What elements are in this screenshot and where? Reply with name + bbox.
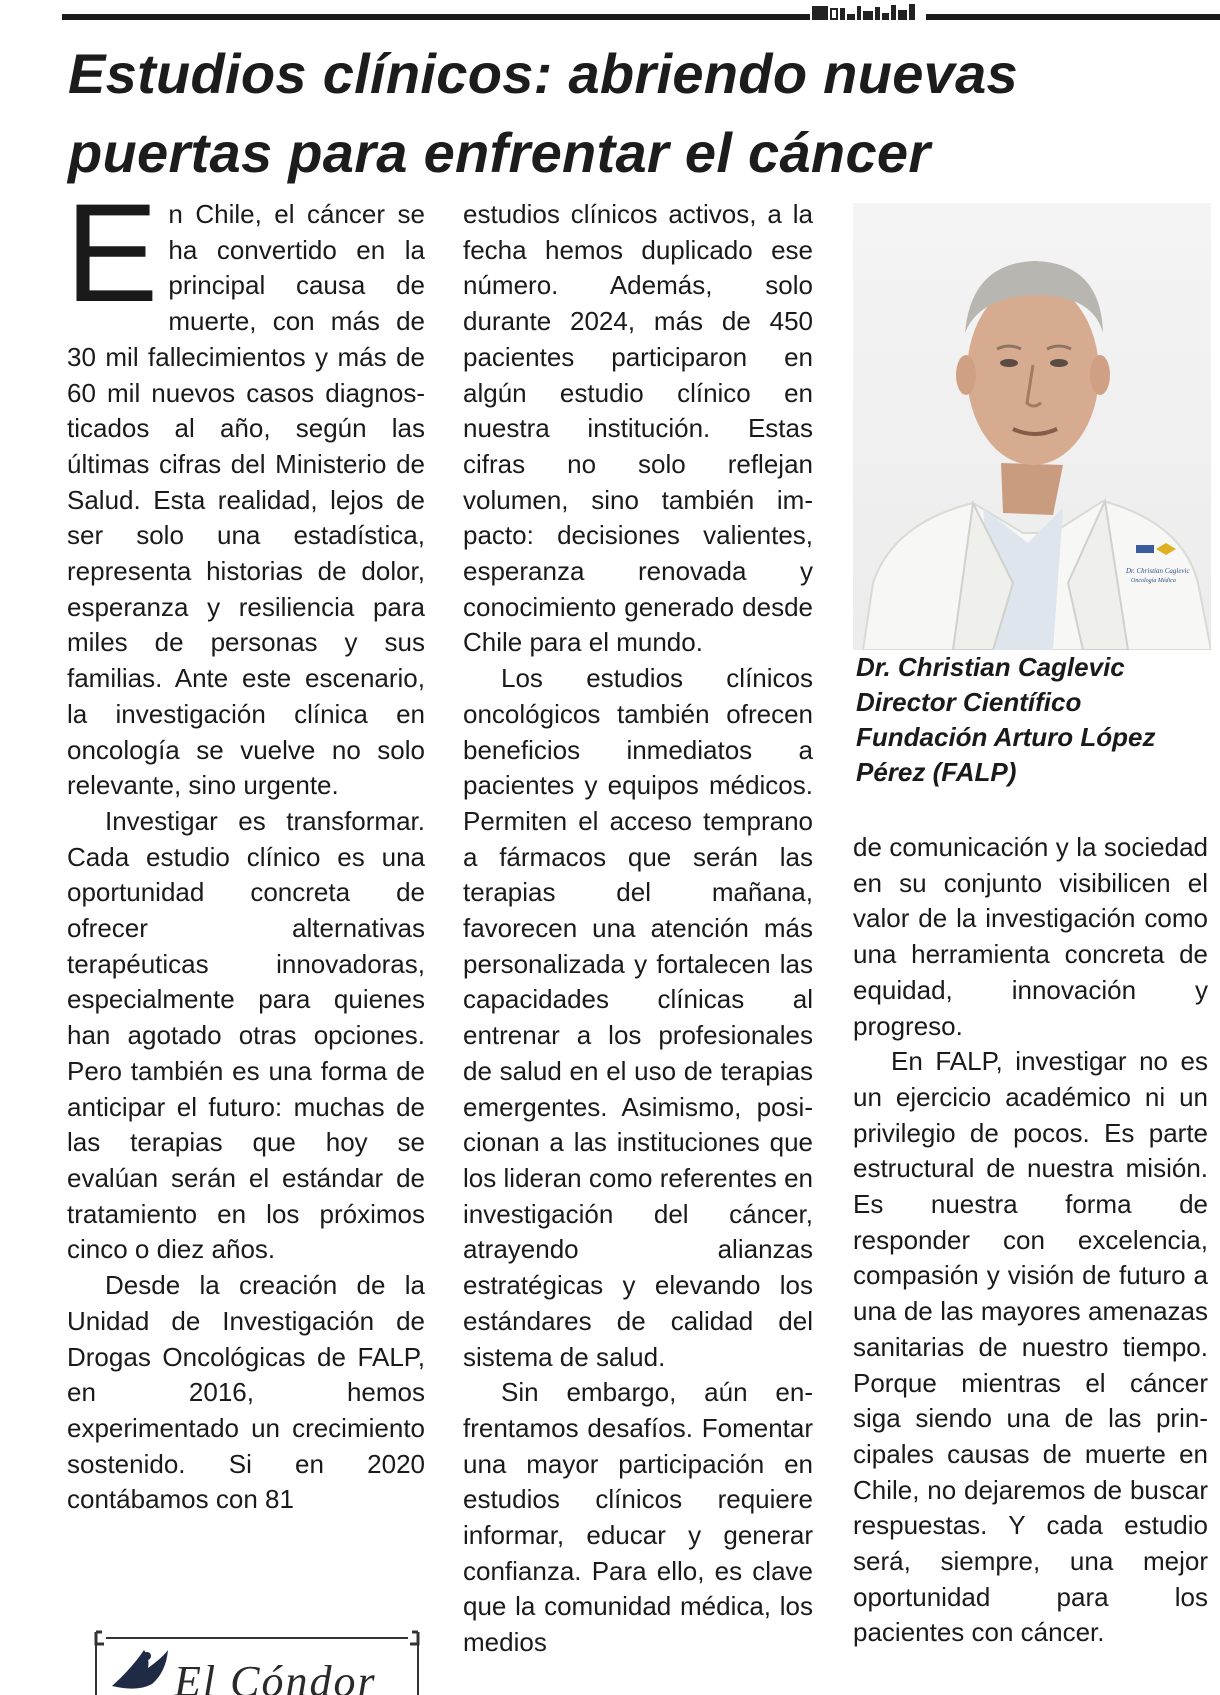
article-paragraph: Sin embargo, aún enfrentamos desafíos. Fomentar una mayor participación en estudios clínicos requiere informar, educar y generar confianza. Para ello, es clave que la comunidad médica, los medios [463, 1377, 813, 1658]
condor-icon [112, 1650, 168, 1689]
caption-line: Director Científico [856, 687, 1082, 717]
article-paragraph: Investigar es transformar. Cada estudio clínico es una oportunidad concreta de ofrecer alternativas terapéuticas innovadoras, especialmente para quienes han agotado otras opciones. Pero también es una forma de anticipar el futuro: muchas de las terapias que hoy se evalúan serán el estándar de tratamiento en los próximos cinco o diez años. [67, 805, 425, 1265]
article-column-3 [853, 830, 1208, 1651]
article-column-2 [463, 197, 813, 1661]
newspaper-name: El Cóndor [174, 1657, 377, 1695]
article-paragraph: En FALP, investigar no es un ejercicio académico ni un privilegio de pocos. Es parte estructural de nuestra misión. Es nuestra forma de responder con excelencia, compasión y visión de futuro a una de las mayores amenazas sanitarias de nuestro tiempo. Porque mientras el cáncer siga siendo una de las principales causas de muerte en Chile, no dejaremos de buscar respuestas. Y cada estudio será, siempre, una mejor oportunidad para los pacientes con cáncer. [853, 1046, 1208, 1648]
article-paragraph: de comunicación y la sociedad en su conjunto visibilicen el valor de la investigación como una herramienta concreta de equidad, innovación y progreso. [853, 832, 1208, 1041]
paragraph-text: n Chile, el cáncer se ha convertido en la principal causa de muerte, con más de 30 mil fallecimientos y más de 60 mil nuevos casos diagnosticados al año, según las últimas cifras del Ministerio de Salud. Esta realidad, lejos de ser solo una estadística, representa historias de dolor, esperanza y resiliencia para miles de personas y sus familias. Ante este escenario, la investigación clínica en oncología se vuelve no solo relevante, sino urgente. [67, 199, 425, 801]
drop-cap: E [65, 174, 159, 331]
article-column-1 [65, 174, 425, 1518]
caption-line: Pérez (FALP) [856, 757, 1017, 787]
newspaper-logo [92, 1628, 422, 1695]
coat-embroidery-specialty: Oncología Médica [1131, 578, 1176, 584]
top-rule-left [62, 14, 810, 20]
caption-line: Dr. Christian Caglevic [856, 652, 1125, 682]
article-paragraph: Los estudios clínicos oncológicos también ofrecen beneficios inmediatos a pacientes y equipos médicos. Permiten el acceso temprano a fármacos que serán las terapias del mañana, favorecen una atención más personalizada y fortalecen las capacidades clínicas al entrenar a los profesionales de salud en el uso de terapias emergentes. Asimismo, posicionan a las instituciones que los lideran como referentes en investigación del cáncer, atrayendo alianzas estratégicas y elevando los estándares de calidad del sistema de salud. [463, 663, 813, 1372]
top-rule-right [926, 14, 1220, 20]
article-paragraph [65, 174, 425, 804]
coat-embroidery-name: Dr. Christian Caglevic [1126, 567, 1190, 575]
article-headline: Estudios clínicos: abriendo nuevas puertas para enfrentar el cáncer [68, 42, 1018, 184]
caption-line: Fundación Arturo López [856, 722, 1156, 752]
article-paragraph: Desde la creación de la Unidad de Investigación de Drogas Oncológicas de FALP, en 2016, hemos experimentado un crecimiento sostenido. Si en 2020 contábamos con 81 [67, 1270, 425, 1515]
article-paragraph: estudios clínicos activos, a la fecha hemos duplicado ese número. Además, solo durante 2024, más de 450 pacientes participaron en algún estudio clínico en nuestra institución. Estas cifras no solo reflejan volumen, sino también impacto: decisiones valientes, esperanza renovada y conocimiento generado desde Chile para el mundo. [463, 199, 813, 658]
qr-code-fragment [812, 0, 922, 20]
author-photo [853, 203, 1211, 650]
photo-caption [856, 650, 1216, 790]
